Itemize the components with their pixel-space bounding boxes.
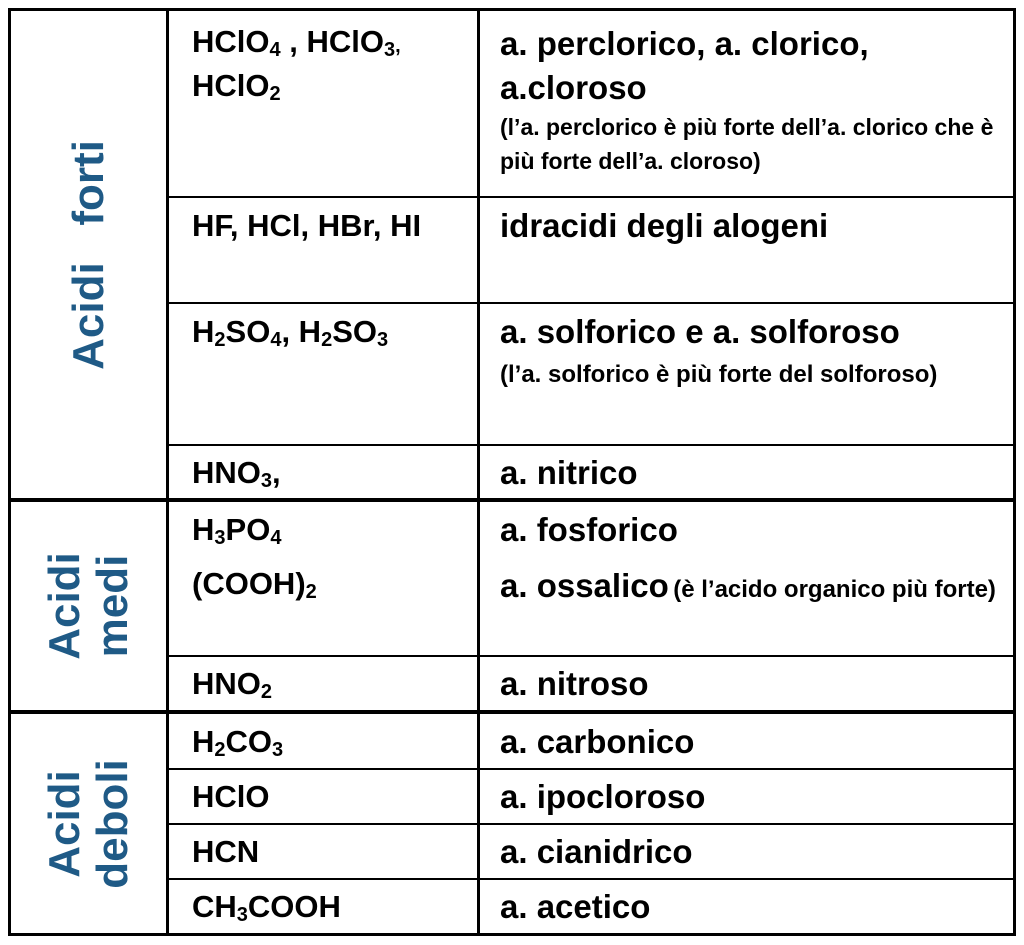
name-cell (500, 204, 1000, 248)
row-separator (168, 444, 1016, 446)
group-label-text: Acidi forti (63, 139, 113, 370)
group-label-medium (11, 502, 166, 710)
row-separator (168, 878, 1016, 880)
acid-name: a. nitrico (500, 454, 638, 491)
name-cell (500, 310, 1000, 396)
acid-note: (l’a. perclorico è più forte dell’a. clorico che è più forte dell’a. cloroso) (500, 114, 994, 174)
column-divider-2 (477, 8, 480, 936)
group-label-text: Acidi (39, 769, 89, 878)
row-separator (168, 655, 1016, 657)
acid-note: (l’a. solforico è più forte del solforoso) (500, 361, 938, 388)
acid-name: a. cianidrico (500, 833, 693, 870)
name-cell (500, 508, 1000, 552)
row-separator (168, 196, 1016, 198)
formula-cell: $H_3PO_4$ (192, 512, 282, 549)
formula-cell: $HNO_3$, (192, 455, 281, 492)
formula-cell: $CH_3COOH$ (192, 889, 341, 926)
formula-cell: $(COOH)_2$ (192, 566, 317, 603)
formula-cell: $HNO_2$ (192, 666, 273, 703)
acid-name: a. acetico (500, 888, 651, 925)
name-cell (500, 775, 1000, 819)
name-cell (500, 720, 1000, 764)
acid-name: a. perclorico, a. clorico, a.cloroso (500, 25, 869, 106)
name-cell (500, 662, 1000, 706)
acid-name: idracidi degli alogeni (500, 207, 829, 244)
acid-name: a. carbonico (500, 723, 695, 760)
row-separator (168, 823, 1016, 825)
group-label-weak (11, 714, 166, 933)
name-cell (500, 22, 1000, 178)
name-cell (500, 564, 1000, 615)
formula-cell: HClO$_4$ , HClO$_3$, HClO$_2$ (192, 24, 401, 105)
name-cell (500, 830, 1000, 874)
acid-name: a. ipocloroso (500, 778, 706, 815)
acid-name: a. ossalico (500, 567, 669, 604)
name-cell (500, 885, 1000, 929)
group-label-text: medi (87, 554, 137, 658)
group-label-strong (11, 11, 166, 498)
row-separator (168, 768, 1016, 770)
acid-name: a. nitroso (500, 665, 649, 702)
formula-cell: $H_2CO_3$ (192, 724, 284, 761)
acid-note: (è l’acido organico più forte) (673, 576, 996, 603)
formula-cell: HF, HCl, HBr, HI (192, 208, 422, 243)
formula-cell: HCN (192, 834, 260, 869)
formula-cell: HClO (192, 779, 270, 814)
acid-name: a. fosforico (500, 511, 678, 548)
group-label-text: deboli (87, 758, 137, 889)
group-label-text: Acidi (39, 552, 89, 660)
name-cell (500, 451, 1000, 495)
formula-cell: $H_2SO_4$, $H_2SO_3$ (192, 314, 389, 351)
acid-name: a. solforico e a. solforoso (500, 313, 900, 350)
row-separator (168, 302, 1016, 304)
column-divider-1 (166, 8, 169, 936)
